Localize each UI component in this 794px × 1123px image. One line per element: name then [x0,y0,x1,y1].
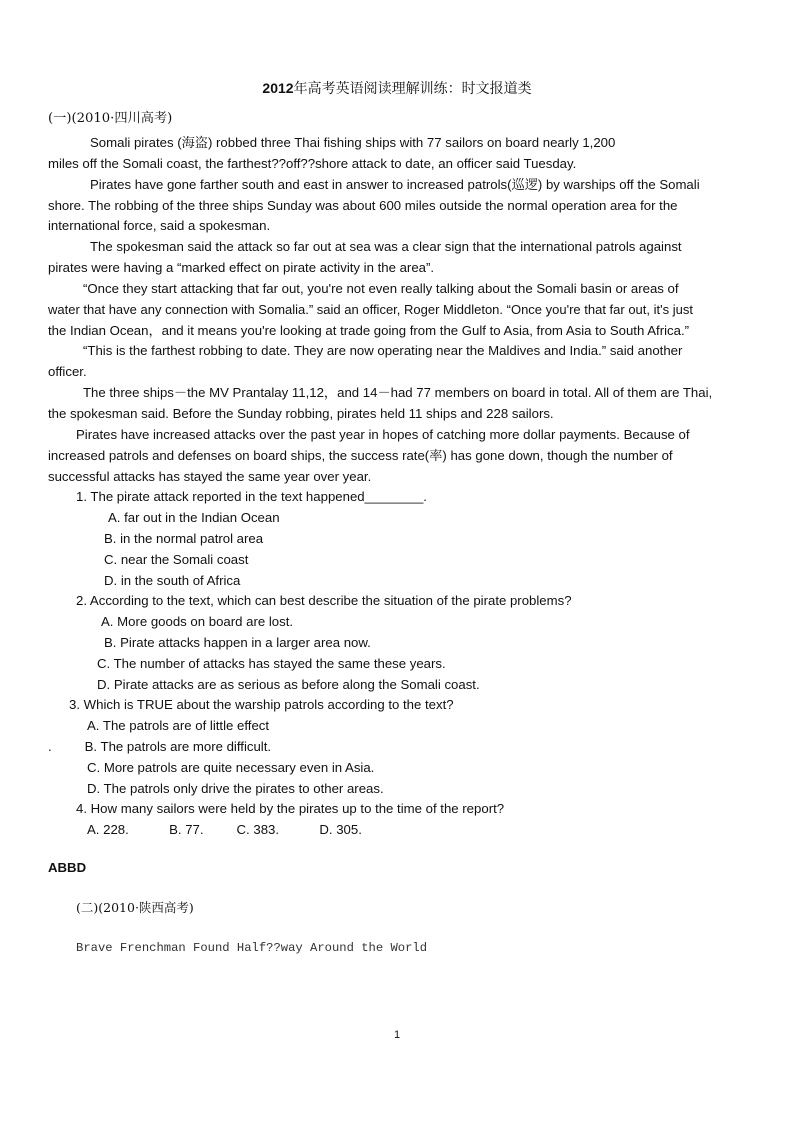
option-b: B. in the normal patrol area [104,531,264,546]
passage-line: officer. [48,364,87,379]
passage-line: the Indian Ocean，and it means you're looking at trade going from the Gulf to Asia, from Asia to South Africa.” [48,323,689,338]
title-year: 2012 [262,80,294,96]
passage-line: “Once they start attacking that far out, you're not even really talking about the Somali basin or areas of [83,281,679,296]
section2-heading: (二)(2010·陕西高考) [76,900,194,915]
option-b: . B. The patrols are more difficult. [48,739,272,754]
question-4-options: A. 228. B. 77. C. 383. D. 305. [87,822,362,837]
section1-heading: (一)(2010·四川高考) [48,111,173,126]
question-4: 4. How many sailors were held by the pirates up to the time of the report? [76,801,505,816]
answer-key: ABBD [48,860,87,875]
option-d: D. in the south of Africa [104,573,241,588]
question-3: 3. Which is TRUE about the warship patrols according to the text? [69,697,454,712]
passage-line: Pirates have increased attacks over the past year in hopes of catching more dollar payments. Because of [76,427,690,442]
passage-line: miles off the Somali coast, the farthest??off??shore attack to date, an officer said Tuesday. [48,156,577,171]
passage-line: The three ships－the MV Prantalay 11,12，and 14－had 77 members on board in total. All of them are Thai, [83,385,713,400]
option-a: A. More goods on board are lost. [101,614,294,629]
page-number: 1 [393,1029,401,1041]
option-c: C. More patrols are quite necessary even in Asia. [87,760,375,775]
passage-line: the spokesman said. Before the Sunday robbing, pirates held 11 ships and 228 sailors. [48,406,554,421]
document-title [0,78,794,98]
passage-line: pirates were having a “marked effect on pirate activity in the area”. [48,260,435,275]
option-b: B. Pirate attacks happen in a larger area now. [104,635,371,650]
passage-line: water that have any connection with Somalia.” said an officer, Roger Middleton. “Once you're that far out, it's just [48,302,693,317]
question-2: 2. According to the text, which can best describe the situation of the pirate problems? [76,593,572,608]
passage-line: shore. The robbing of the three ships Sunday was about 600 miles outside the normal operation area for the [48,198,678,213]
section2-article-title: Brave Frenchman Found Half??way Around the World [76,941,428,955]
passage-line: Pirates have gone farther south and east in answer to increased patrols(巡逻) by warships off the Somali [90,177,700,192]
passage-line: Somali pirates (海盗) robbed three Thai fishing ships with 77 sailors on board nearly 1,200 [90,135,616,150]
passage-line: The spokesman said the attack so far out at sea was a clear sign that the international patrols against [90,239,682,254]
option-d: D. The patrols only drive the pirates to other areas. [87,781,384,796]
option-c: C. The number of attacks has stayed the same these years. [97,656,446,671]
option-c: C. near the Somali coast [104,552,249,567]
title-text: 年高考英语阅读理解训练：时文报道类 [293,80,532,96]
passage-line: “This is the farthest robbing to date. They are now operating near the Maldives and India.” said another [83,343,683,358]
question-1: 1. The pirate attack reported in the text happened________. [76,489,427,504]
option-d: D. Pirate attacks are as serious as before along the Somali coast. [97,677,480,692]
option-a: A. The patrols are of little effect [87,718,270,733]
passage-line: increased patrols and defenses on board ships, the success rate(率) has gone down, though the number of [48,448,673,463]
option-a: A. far out in the Indian Ocean [108,510,280,525]
passage-line: successful attacks has stayed the same year over year. [48,469,372,484]
passage-line: international force, said a spokesman. [48,218,271,233]
